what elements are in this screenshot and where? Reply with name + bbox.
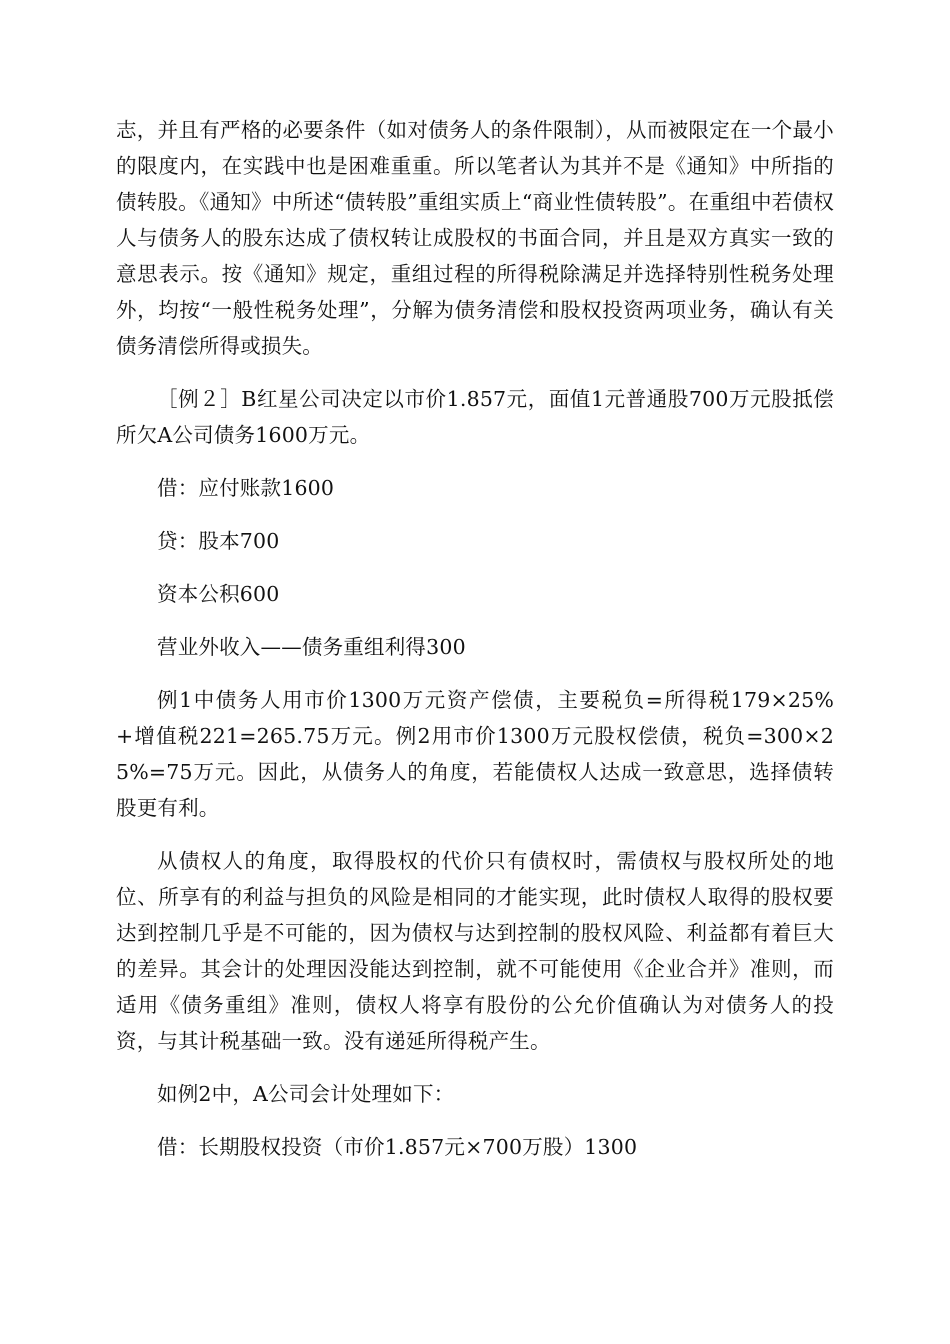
paragraph-creditor-view: 从债权人的角度，取得股权的代价只有债权时，需债权与股权所处的地位、所享有的利益与担负的风险是相同的才能实现，此时债权人取得的股权要达到控制几乎是不可能的，因为债权与达到控制的股权风险、利益都有着巨大的差异。其会计的处理因没能达到控制，就不可能使用《企业合并》准则，而适用《债务重组》准则，债权人将享有股份的公允价值确认为对债务人的投资，与其计税基础一致。没有递延所得税产生。	[116, 849, 834, 1053]
paragraph-intro: 志，并且有严格的必要条件（如对债务人的条件限制），从而被限定在一个最小的限度内，在实践中也是困难重重。所以笔者认为其并不是《通知》中所指的债转股。《通知》中所述“债转股”重组实质上“商业性债转股”。在重组中若债权人与债务人的股东达成了债权转让成股权的书面合同，并且是双方真实一致的意思表示。按《通知》规定，重组过程的所得税除满足并选择特别性税务处理外，均按“一般性税务处理”，分解为债务清偿和股权投资两项业务，确认有关债务清偿所得或损失。	[116, 118, 834, 358]
entry-debit-payable: 借：应付账款1600	[157, 476, 335, 500]
document-page	[116, 112, 834, 1165]
entry-capital-reserve: 资本公积600	[157, 582, 280, 606]
entry-non-operating-income: 营业外收入——债务重组利得300	[157, 635, 466, 659]
paragraph-tax-comparison: 例1中债务人用市价1300万元资产偿债，主要税负=所得税179×25%+增值税221=265.75万元。例2用市价1300万元股权偿债，税负=300×25%=75万元。因此，从债务人的角度，若能债权人达成一致意思，选择债转股更有利。	[116, 688, 834, 820]
paragraph-example-2-accounting: 如例2中，A公司会计处理如下：	[157, 1082, 455, 1106]
entry-debit-long-term-investment: 借：长期股权投资（市价1.857元×700万股）1300	[157, 1135, 638, 1159]
paragraph-example-2: ［例２］B红星公司决定以市价1.857元，面值1元普通股700万元股抵偿所欠A公司债务1600万元。	[116, 387, 834, 447]
entry-credit-share-capital: 贷：股本700	[157, 529, 280, 553]
